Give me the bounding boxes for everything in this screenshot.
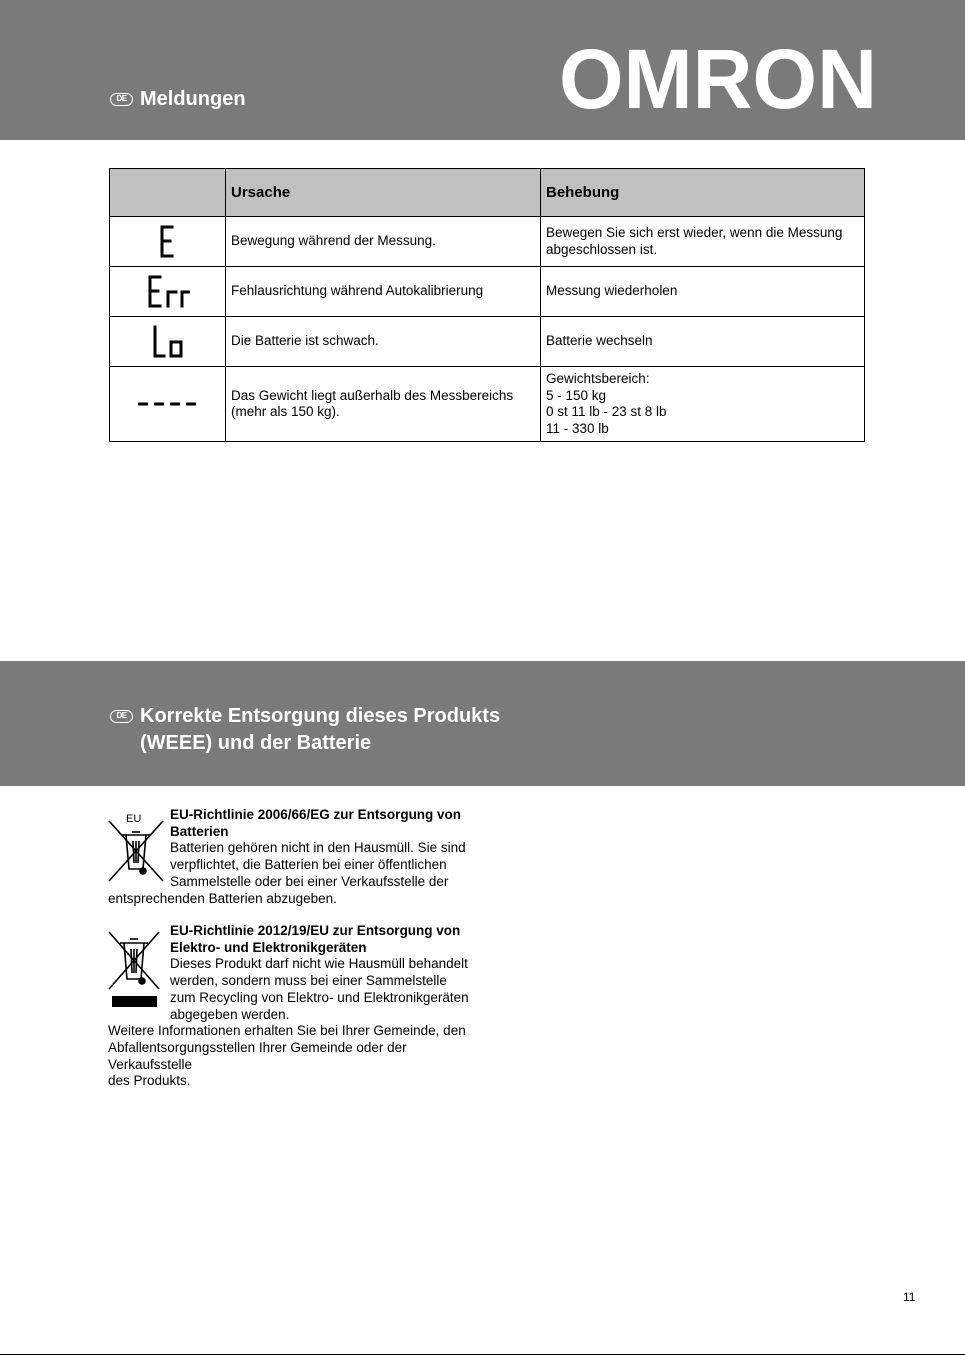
display-symbol-cell bbox=[110, 217, 226, 267]
notice-line: zum Recycling von Elektro- und Elektronikgeräten bbox=[170, 989, 469, 1005]
weee-disposal-notice bbox=[108, 923, 478, 1090]
cause-cell: Die Batterie ist schwach. bbox=[226, 317, 541, 367]
directive-heading: Batterien bbox=[170, 823, 229, 839]
crossed-bin-icon bbox=[108, 807, 164, 883]
notice-line: Dieses Produkt darf nicht wie Hausmüll behandelt bbox=[170, 956, 468, 972]
directive-heading: EU-Richtlinie 2012/19/EU zur Entsorgung von bbox=[170, 923, 461, 938]
cause-line: Das Gewicht liegt außerhalb des Messbereichs bbox=[231, 387, 514, 403]
header-remedy: Behebung bbox=[541, 169, 865, 217]
notice-line: Sammelstelle oder bei einer Verkaufsstelle der bbox=[170, 873, 449, 889]
notice-line: des Produkts. bbox=[108, 1073, 191, 1089]
cause-cell: Fehlausrichtung während Autokalibrierung bbox=[226, 267, 541, 317]
eu-label: EU bbox=[126, 813, 142, 825]
cause-line: (mehr als 150 kg). bbox=[231, 404, 340, 419]
notice-line: Batterien gehören nicht in den Hausmüll. Sie sind bbox=[170, 840, 466, 856]
header-cause: Ursache bbox=[226, 169, 541, 217]
remedy-line: 0 st 11 lb - 23 st 8 lb bbox=[546, 404, 667, 419]
out-of-range-display-icon bbox=[137, 398, 199, 410]
remedy-cell: Messung wiederholen bbox=[541, 267, 865, 317]
section-heading-disposal bbox=[108, 703, 500, 757]
language-badge: DE bbox=[110, 93, 133, 106]
table-row bbox=[110, 317, 865, 367]
bottom-rule bbox=[0, 1354, 965, 1355]
notice-line: Weitere Informationen erhalten Sie bei Ihrer Gemeinde, den bbox=[108, 1023, 466, 1039]
notice-line: Abfallentsorgungsstellen Ihrer Gemeinde oder der Verkaufsstelle bbox=[108, 1039, 407, 1072]
directive-heading: EU-Richtlinie 2006/66/EG zur Entsorgung von bbox=[170, 807, 462, 822]
section-title-line: Korrekte Entsorgung dieses Produkts bbox=[140, 705, 501, 727]
battery-disposal-notice bbox=[108, 807, 478, 907]
table-row bbox=[110, 367, 865, 442]
remedy-line: 11 - 330 lb bbox=[546, 420, 609, 436]
notice-line: entsprechenden Batterien abzugeben. bbox=[108, 890, 337, 906]
remedy-line: 5 - 150 kg bbox=[546, 387, 607, 403]
omron-logo bbox=[558, 46, 878, 114]
error-err-display-icon bbox=[146, 274, 190, 310]
remedy-cell: Bewegen Sie sich erst wieder, wenn die Messung abgeschlossen ist. bbox=[541, 217, 865, 267]
section-heading-messages bbox=[108, 86, 246, 113]
cause-cell: Bewegung während der Messung. bbox=[226, 217, 541, 267]
remedy-cell: Batterie wechseln bbox=[541, 317, 865, 367]
language-badge: DE bbox=[110, 710, 133, 723]
crossed-bin-bar-icon bbox=[108, 931, 160, 1011]
remedy-line: Gewichtsbereich: bbox=[546, 371, 650, 386]
table-row bbox=[110, 217, 865, 267]
section-title-line: (WEEE) und der Batterie bbox=[140, 732, 372, 754]
table-row bbox=[110, 267, 865, 317]
header-symbol bbox=[110, 169, 226, 217]
section-title: Meldungen bbox=[140, 88, 246, 110]
page-number: 11 bbox=[903, 1290, 916, 1304]
remedy-cell bbox=[541, 367, 865, 442]
messages-table bbox=[109, 168, 865, 442]
notice-line: werden, sondern muss bei einer Sammelstelle bbox=[170, 973, 447, 989]
directive-heading: Elektro- und Elektronikgeräten bbox=[170, 939, 367, 955]
low-battery-display-icon bbox=[151, 324, 185, 360]
omron-logo-text: OMRON bbox=[559, 46, 877, 114]
notice-line: abgegeben werden. bbox=[170, 1006, 290, 1022]
display-symbol-cell bbox=[110, 367, 226, 442]
display-symbol-cell bbox=[110, 267, 226, 317]
table-header-row bbox=[110, 169, 865, 217]
error-e-display-icon bbox=[158, 224, 178, 260]
cause-cell bbox=[226, 367, 541, 442]
notice-line: verpflichtet, die Batterien bei einer öffentlichen bbox=[170, 857, 447, 873]
display-symbol-cell bbox=[110, 317, 226, 367]
